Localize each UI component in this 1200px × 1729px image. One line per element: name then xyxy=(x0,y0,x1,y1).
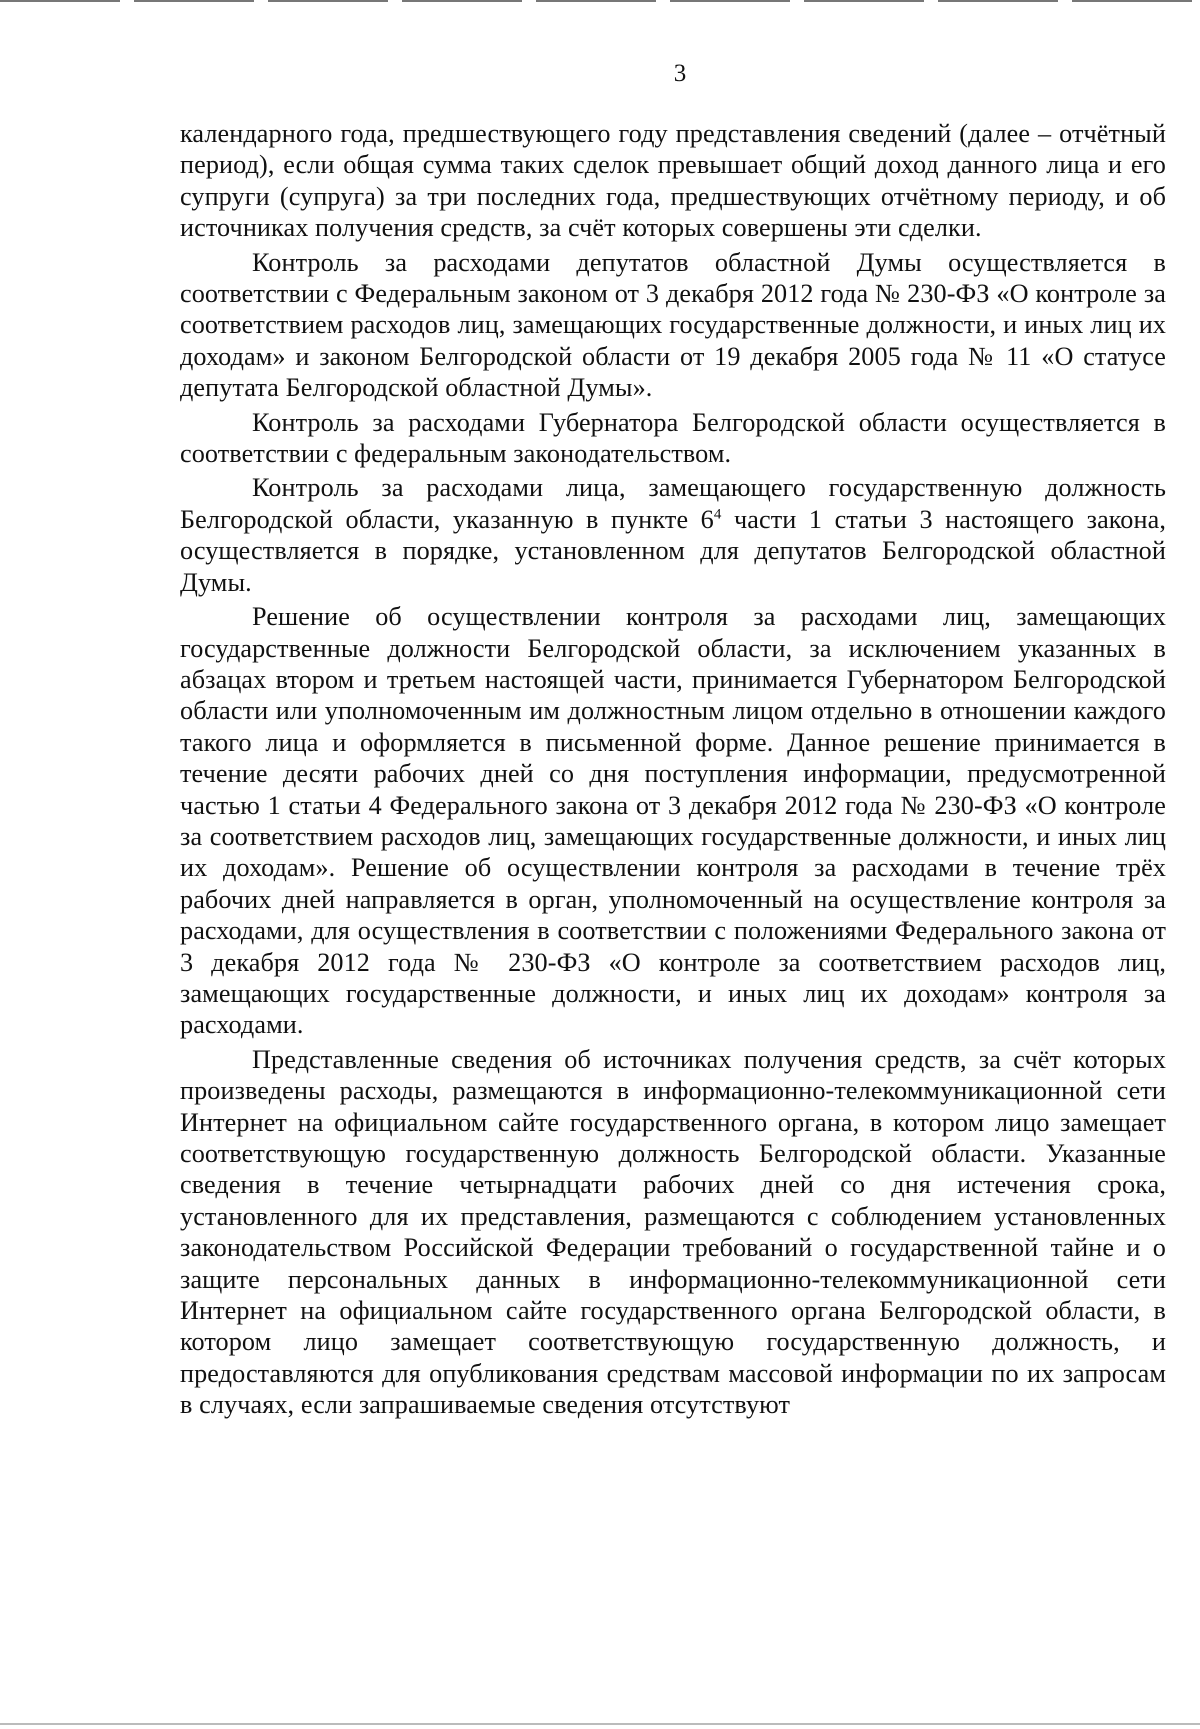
paragraph-governor-control: Контроль за расходами Губернатора Белгородской области осуществляется в соответствии с федеральным законодательством. xyxy=(180,407,1166,469)
paragraph-control-decision: Решение об осуществлении контроля за расходами лиц, замещающих государственные должности Белгородской области, за исключением указанных в абзацах втором и третьем настоящей части, принимается Губернатором Белгородской области или уполномоченным им должностным лицом отдельно в отношении каждого такого лица и оформляется в письменной форме. Данное решение принимается в течение десяти рабочих дней со дня поступления информации, предусмотренной частью 1 статьи 4 Федерального закона от 3 декабря 2012 года № 230-ФЗ «О контроле за соответствием расходов лиц, замещающих государственные должности, и иных лиц их доходам». Решение об осуществлении контроля за расходами в течение трёх рабочих дней направляется в орган, уполномоченный на осуществление контроля за расходами, для осуществления в соответствии с положениями Федерального закона от 3 декабря 2012 года № 230-ФЗ «О контроле за соответствием расходов лиц, замещающих государственные должности, и иных лиц их доходам» контроля за расходами. xyxy=(180,602,1166,1040)
scan-edge-bottom xyxy=(0,1723,1200,1725)
paragraph-official-control xyxy=(180,472,1166,598)
document-body xyxy=(180,118,1166,1421)
paragraph-publication-of-information: Представленные сведения об источниках получения средств, за счёт которых произведены расходы, размещаются в информационно-телекоммуникационной сети Интернет на официальном сайте государственного органа, в котором лицо замещает соответствующую государственную должность Белгородской области. Указанные сведения в течение четырнадцати рабочих дней со дня истечения срока, установленного для их представления, размещаются с соблюдением установленных законодательством Российской Федерации требований о государственной тайне и о защите персональных данных в информационно-телекоммуникационной сети Интернет на официальном сайте государственного органа Белгородской области, в котором лицо замещает соответствующую государственную должность, и предоставляются для опубликования средствам массовой информации по их запросам в случаях, если запрашиваемые сведения отсутствуют xyxy=(180,1044,1166,1420)
superscript-index: 4 xyxy=(713,506,722,523)
paragraph-official-control-text-after: части 1 статьи 3 настоящего закона, осуществляется в порядке, установленном для депутатов Белгородской областной Думы. xyxy=(180,504,1166,597)
paragraph-duma-deputies-control: Контроль за расходами депутатов областной Думы осуществляется в соответствии с Федеральным законом от 3 декабря 2012 года № 230-ФЗ «О контроле за соответствием расходов лиц, замещающих государственные должности, и иных лиц их доходам» и законом Белгородской области от 19 декабря 2005 года № 11 «О статусе депутата Белгородской областной Думы». xyxy=(180,247,1166,403)
page-number xyxy=(0,60,1200,88)
scan-edge-top xyxy=(0,0,1200,2)
page-number-text: 3 xyxy=(673,60,687,87)
paragraph-official-control-text-before: Контроль за расходами лица, замещающего государственную должность Белгородской области, указанную в пункте 6 xyxy=(180,473,1166,534)
paragraph-continuation: календарного года, предшествующего году представления сведений (далее – отчётный период), если общая сумма таких сделок превышает общий доход данного лица и его супруги (супруга) за три последних года, предшествующих отчётному периоду, и об источниках получения средств, за счёт которых совершены эти сделки. xyxy=(180,119,1166,243)
